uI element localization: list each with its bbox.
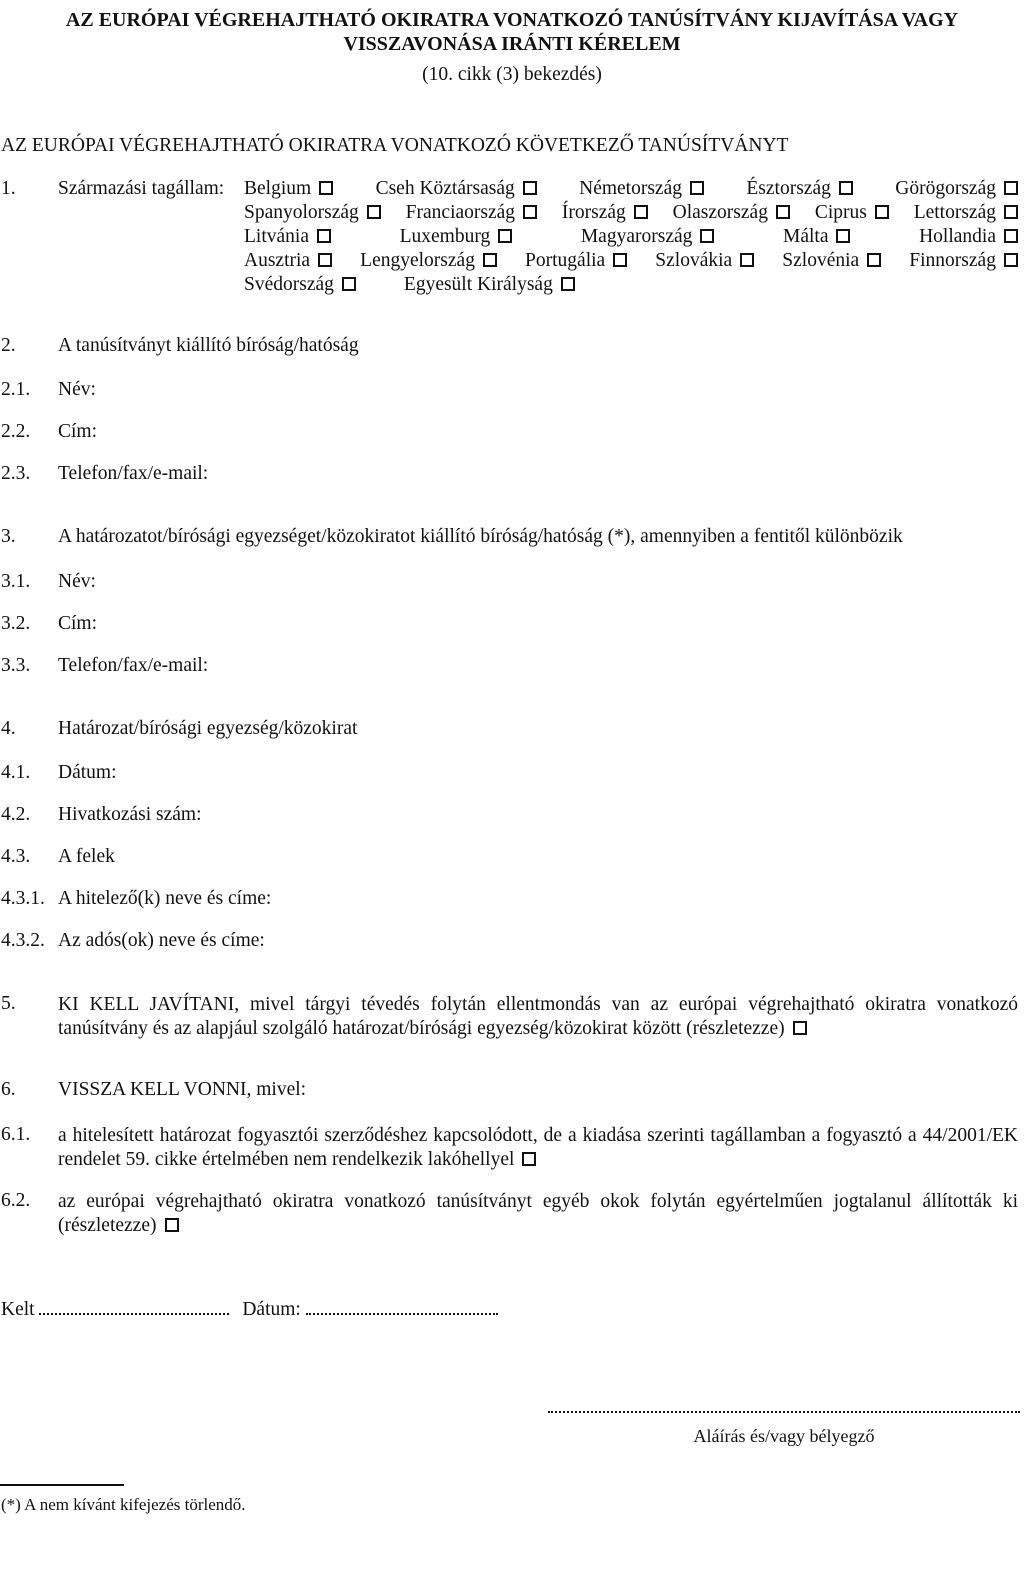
form-title-line2: VISSZAVONÁSA IRÁNTI KÉRELEM — [343, 33, 681, 55]
item-number: 3.3. — [1, 655, 31, 676]
country-option[interactable]: Szlovákia — [655, 250, 754, 272]
country-option[interactable]: Magyarország — [581, 226, 715, 248]
item-number: 4.1. — [1, 762, 31, 783]
item-number: 4.3.1. — [1, 888, 45, 909]
item-number: 3.2. — [1, 613, 31, 634]
withdrawal-checkbox[interactable] — [522, 1152, 536, 1166]
country-option[interactable]: Szlovénia — [782, 250, 881, 272]
country-option[interactable]: Luxemburg — [400, 226, 513, 248]
country-option[interactable]: Finnország — [909, 250, 1018, 272]
country-option[interactable]: Görögország — [895, 178, 1018, 200]
item-number: 4.3.2. — [1, 930, 45, 951]
country-option[interactable]: Cseh Köztársaság — [376, 178, 537, 200]
item-number: 2.1. — [1, 379, 31, 400]
checkbox[interactable] — [634, 205, 648, 219]
place-label: Kelt — [1, 1299, 35, 1320]
checkbox[interactable] — [740, 253, 754, 267]
item-number: 4.2. — [1, 804, 31, 825]
item-number: 6.2. — [1, 1190, 31, 1211]
correction-checkbox[interactable] — [793, 1021, 807, 1035]
checkbox[interactable] — [342, 277, 356, 291]
footnote-divider — [0, 1484, 124, 1486]
country-option[interactable]: Olaszország — [673, 202, 790, 224]
checkbox[interactable] — [836, 229, 850, 243]
section1-label: Származási tagállam: — [58, 178, 225, 199]
footnote: (*) A nem kívánt kifejezés törlendő. — [1, 1495, 246, 1514]
country-option[interactable]: Észtország — [746, 178, 852, 200]
intro-text: AZ EURÓPAI VÉGREHAJTHATÓ OKIRATRA VONATKOZÓ KÖVETKEZŐ TANÚSÍTVÁNYT — [1, 135, 789, 156]
place-field[interactable] — [39, 1313, 229, 1315]
country-option[interactable]: Portugália — [525, 250, 627, 272]
country-option[interactable]: Írország — [562, 202, 648, 224]
checkbox[interactable] — [875, 205, 889, 219]
section4-number: 4. — [1, 718, 16, 739]
country-option[interactable]: Egyesült Királyság — [404, 274, 575, 296]
country-option[interactable]: Hollandia — [919, 226, 1018, 248]
country-option[interactable]: Svédország — [244, 274, 356, 296]
parties-label: A felek — [58, 846, 115, 867]
name-field-label: Név: — [58, 379, 96, 400]
country-option[interactable]: Franciaország — [406, 202, 537, 224]
country-option[interactable]: Németország — [579, 178, 704, 200]
checkbox[interactable] — [690, 181, 704, 195]
section1-number: 1. — [1, 178, 16, 199]
checkbox[interactable] — [561, 277, 575, 291]
country-row-1 — [244, 178, 1018, 200]
reference-field-label: Hivatkozási szám: — [58, 804, 202, 825]
checkbox[interactable] — [319, 181, 333, 195]
contact-field-label: Telefon/fax/e-mail: — [58, 655, 209, 676]
country-option[interactable]: Spanyolország — [244, 202, 381, 224]
section6-number: 6. — [1, 1079, 16, 1100]
section5-text: KI KELL JAVÍTANI, mivel tárgyi tévedés folytán ellentmondás van az európai végrehajtható okiratra vonatkozó tanúsítvány és az alapjául szolgáló határozat/bírósági egyezség/közokirat között (részletezze) — [58, 994, 1018, 1039]
checkbox[interactable] — [318, 253, 332, 267]
checkbox[interactable] — [776, 205, 790, 219]
address-field-label: Cím: — [58, 421, 98, 442]
item-number: 2.3. — [1, 463, 31, 484]
item-number: 2.2. — [1, 421, 31, 442]
address-field-label: Cím: — [58, 613, 98, 634]
signature-label: Aláírás és/vagy bélyegző — [693, 1426, 875, 1446]
checkbox[interactable] — [483, 253, 497, 267]
country-option[interactable]: Belgium — [244, 178, 333, 200]
withdrawal-reason-2: az európai végrehajtható okiratra vonatkozó tanúsítványt egyéb okok folytán egyértelműen jogtalanul állították ki (részletezze) — [58, 1191, 1018, 1236]
date-field[interactable] — [306, 1313, 498, 1315]
item-number: 4.3. — [1, 846, 31, 867]
checkbox[interactable] — [839, 181, 853, 195]
checkbox[interactable] — [1004, 253, 1018, 267]
country-option[interactable]: Ciprus — [815, 202, 889, 224]
place-date-line — [1, 1299, 498, 1321]
checkbox[interactable] — [523, 181, 537, 195]
country-option[interactable]: Lengyelország — [360, 250, 497, 272]
section3-number: 3. — [1, 526, 16, 547]
creditor-field-label: A hitelező(k) neve és címe: — [58, 888, 272, 909]
section2-label: A tanúsítványt kiállító bíróság/hatóság — [58, 335, 359, 356]
name-field-label: Név: — [58, 571, 96, 592]
checkbox[interactable] — [867, 253, 881, 267]
item-number: 3.1. — [1, 571, 31, 592]
country-row-5 — [244, 274, 1018, 296]
checkbox[interactable] — [700, 229, 714, 243]
section6-label: VISSZA KELL VONNI, mivel: — [58, 1079, 307, 1100]
checkbox[interactable] — [317, 229, 331, 243]
date-field-label: Dátum: — [58, 762, 117, 783]
section4-label: Határozat/bírósági egyezség/közokirat — [58, 718, 358, 739]
debtor-field-label: Az adós(ok) neve és címe: — [58, 930, 265, 951]
withdrawal-reason-1: a hitelesített határozat fogyasztói szerződéshez kapcsolódott, de a kiadása szerinti tagállamban a fogyasztó a 44/2001/EK rendelet 59. cikke értelmében nem rendelkezik lakóhellyel — [58, 1125, 1018, 1170]
country-option[interactable]: Ausztria — [244, 250, 332, 272]
checkbox[interactable] — [523, 205, 537, 219]
section2-number: 2. — [1, 335, 16, 356]
checkbox[interactable] — [613, 253, 627, 267]
form-title-line1: AZ EURÓPAI VÉGREHAJTHATÓ OKIRATRA VONATKOZÓ TANÚSÍTVÁNY KIJAVÍTÁSA VAGY — [65, 9, 959, 31]
checkbox[interactable] — [1004, 181, 1018, 195]
country-row-2 — [244, 202, 1018, 224]
country-row-4 — [244, 250, 1018, 272]
country-option[interactable]: Lettország — [914, 202, 1018, 224]
country-option[interactable]: Litvánia — [244, 226, 331, 248]
checkbox[interactable] — [1004, 229, 1018, 243]
item-number: 6.1. — [1, 1124, 31, 1145]
country-option[interactable]: Málta — [783, 226, 850, 248]
date-label: Dátum: — [242, 1299, 301, 1320]
form-subtitle: (10. cikk (3) bekezdés) — [422, 64, 602, 85]
signature-field[interactable] — [548, 1411, 1020, 1413]
withdrawal-checkbox[interactable] — [165, 1218, 179, 1232]
section3-label: A határozatot/bírósági egyezséget/közokiratot kiállító bíróság/hatóság (*), amennyiben a fentitől különbözik — [58, 526, 903, 547]
section5-number: 5. — [1, 993, 16, 1014]
contact-field-label: Telefon/fax/e-mail: — [58, 463, 209, 484]
checkbox[interactable] — [1004, 205, 1018, 219]
checkbox[interactable] — [498, 229, 512, 243]
country-row-3 — [244, 226, 1018, 248]
checkbox[interactable] — [367, 205, 381, 219]
